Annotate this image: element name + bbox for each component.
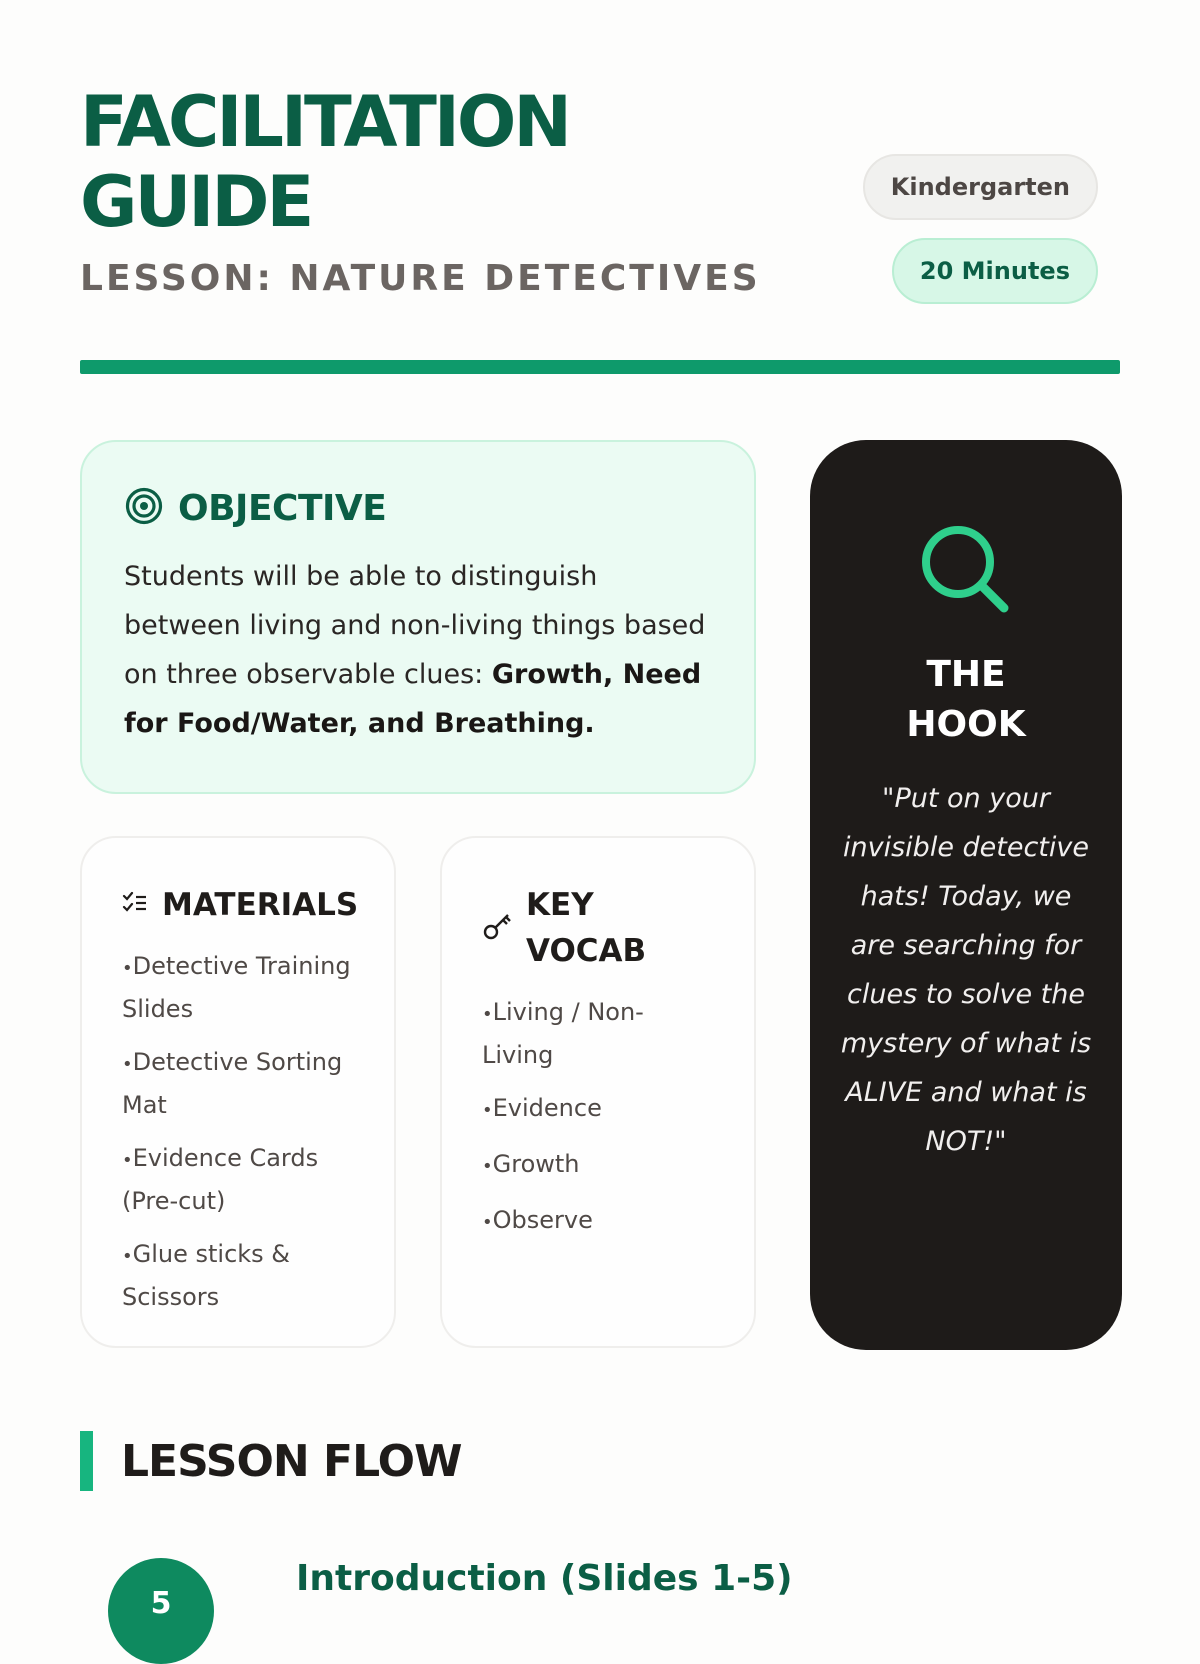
objective-text [124, 552, 712, 748]
step-number-badge: 5 [108, 1558, 214, 1664]
vocab-list [482, 992, 714, 1243]
search-icon [918, 603, 1014, 622]
objective-heading: OBJECTIVE [178, 487, 387, 529]
grade-badge: Kindergarten [863, 154, 1098, 220]
list-item: • Evidence [482, 1088, 714, 1131]
hook-quote: "Put on your invisible detective hats! Today, we are searching for clues to solve the mystery of what is ALIVE and what is NOT!" [840, 783, 1092, 1157]
list-item: • Growth [482, 1144, 714, 1187]
lesson-flow-header [80, 1432, 462, 1490]
hook-card [810, 440, 1122, 1350]
title-line-1: FACILITATION [80, 81, 569, 163]
hook-heading-line-1: THE [926, 654, 1006, 695]
page-title [80, 82, 569, 242]
title-line-2: GUIDE [80, 161, 312, 243]
header-divider [80, 360, 1120, 374]
key-icon [482, 911, 512, 945]
lesson-flow-heading: LESSON FLOW [121, 1435, 462, 1487]
objective-text-bold: Growth, Need for Food/Water, and Breathing. [124, 659, 702, 739]
hook-heading [840, 650, 1092, 750]
list-item: • Detective Training Slides [122, 946, 354, 1029]
lesson-subtitle: LESSON: NATURE DETECTIVES [80, 258, 761, 299]
materials-heading: MATERIALS [162, 887, 359, 923]
list-item: • Living / Non-Living [482, 992, 714, 1075]
section-accent-bar [80, 1431, 93, 1491]
list-item: • Glue sticks & Scissors [122, 1234, 354, 1317]
list-item: • Detective Sorting Mat [122, 1042, 354, 1125]
checklist-icon [122, 890, 148, 920]
vocab-heading-line-1: KEY [526, 887, 594, 923]
key-vocab-card [440, 836, 756, 1348]
hook-heading-line-2: HOOK [906, 704, 1026, 745]
objective-card [80, 440, 756, 794]
materials-list [122, 946, 354, 1317]
vocab-heading-line-2: VOCAB [526, 933, 647, 969]
list-item: • Observe [482, 1200, 714, 1243]
list-item: • Evidence Cards (Pre-cut) [122, 1138, 354, 1221]
target-icon [124, 486, 164, 530]
duration-badge: 20 Minutes [892, 238, 1098, 304]
vocab-heading [526, 882, 646, 974]
step-title: Introduction (Slides 1-5) [296, 1558, 793, 1599]
materials-card [80, 836, 396, 1348]
objective-text-body: Students will be able to distinguish between living and non-living things based on three observable clues: [124, 561, 706, 690]
